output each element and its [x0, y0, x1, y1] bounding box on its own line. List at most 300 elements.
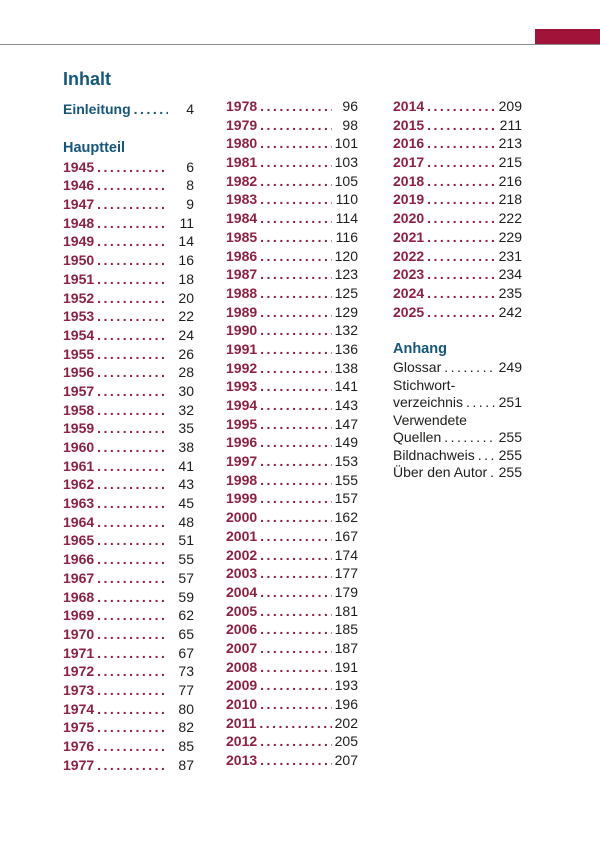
entry-label: 2006: [226, 621, 258, 638]
entry-label: 1993: [226, 378, 258, 395]
entry-page: 187: [334, 639, 358, 656]
entry-label: 2015: [393, 116, 425, 133]
leader-dots: [478, 447, 496, 465]
entry-label: 1974: [63, 700, 95, 717]
top-rule: [0, 44, 600, 45]
toc-entry-year: [226, 97, 358, 116]
entry-label: 1992: [226, 359, 258, 376]
entry-page: 32: [178, 401, 194, 418]
toc-entry-year: [226, 527, 358, 546]
toc-entry-year: [63, 475, 194, 494]
toc-entry-year: [63, 195, 194, 214]
entry-label: verzeichnis: [393, 394, 464, 411]
leader-dots: [427, 209, 496, 228]
leader-dots: [97, 363, 168, 382]
toc-entry-appendix: [393, 447, 522, 465]
toc-entry-year: [63, 232, 194, 251]
leader-dots: [97, 569, 168, 588]
year-list-1: [63, 158, 194, 775]
toc-column-2: [226, 97, 358, 770]
leader-dots: [260, 247, 332, 266]
entry-label: 1948: [63, 214, 95, 231]
toc-entry-year: [393, 153, 522, 172]
leader-dots: [97, 718, 168, 737]
toc-entry-year: [226, 209, 358, 228]
entry-page: 96: [342, 98, 358, 114]
toc-entry-year: [63, 363, 194, 382]
toc-entry-year: [226, 508, 358, 527]
toc-entry-year: [63, 438, 194, 457]
toc-entry-year: [63, 494, 194, 513]
entry-label: 2021: [393, 228, 425, 245]
entry-label: 1983: [226, 191, 258, 208]
toc-entry-year: [226, 471, 358, 490]
entry-label: 1952: [63, 289, 95, 306]
toc-entry-year: [63, 457, 194, 476]
leader-dots: [134, 100, 168, 119]
entry-label: 1997: [226, 453, 258, 470]
leader-dots: [260, 639, 332, 658]
toc-entry-einleitung: [63, 100, 194, 119]
toc-entry-year: [63, 176, 194, 195]
year-list-2: [226, 97, 358, 770]
entry-label: 1945: [63, 158, 95, 175]
entry-label: 1982: [226, 172, 258, 189]
entry-label: 1995: [226, 415, 258, 432]
entry-page: 167: [334, 527, 358, 544]
toc-entry-year: [63, 401, 194, 420]
toc-entry-year: [226, 172, 358, 191]
entry-label: 2005: [226, 602, 258, 619]
entry-label: 2024: [393, 284, 425, 301]
toc-entry-appendix: [393, 464, 522, 482]
leader-dots: [260, 471, 332, 490]
entry-page: 24: [178, 326, 194, 343]
toc-entry-year: [393, 284, 522, 303]
entry-label: Glossar: [393, 359, 442, 376]
entry-page: 179: [334, 583, 358, 600]
toc-entry-year: [63, 681, 194, 700]
leader-dots: [260, 508, 332, 527]
leader-dots: [260, 695, 332, 714]
entry-page: 153: [334, 453, 358, 470]
toc-entry-year: [63, 644, 194, 663]
toc-entry-year: [226, 396, 358, 415]
toc-entry-year: [63, 625, 194, 644]
toc-entry-year: [393, 303, 522, 322]
entry-label: 2002: [226, 546, 258, 563]
entry-page: 85: [178, 738, 194, 754]
entry-label: 2023: [393, 266, 425, 283]
entry-label: 1947: [63, 196, 95, 213]
toc-entry-year: [226, 751, 358, 770]
entry-page: 202: [334, 714, 358, 731]
toc-entry-year: [226, 340, 358, 359]
entry-page: 73: [178, 663, 194, 680]
entry-page: 162: [334, 509, 358, 526]
leader-dots: [490, 464, 496, 482]
entry-page: 196: [334, 696, 358, 712]
entry-page: 207: [334, 752, 358, 769]
leader-dots: [260, 452, 332, 471]
entry-label: 1946: [63, 177, 95, 194]
leader-dots: [97, 401, 168, 420]
leader-dots: [444, 429, 496, 447]
entry-page: 255: [498, 429, 522, 446]
leader-dots: [97, 550, 168, 569]
toc-entry-year: [63, 662, 194, 681]
toc-entry-year: [226, 228, 358, 247]
page-title: Inhalt: [63, 69, 111, 89]
toc-entry-year: [226, 303, 358, 322]
leader-dots: [260, 228, 332, 247]
leader-dots: [259, 714, 332, 733]
entry-label: 1959: [63, 420, 95, 437]
entry-page: 141: [334, 378, 358, 395]
toc-entry-appendix: [393, 359, 522, 377]
entry-label: 1978: [226, 98, 258, 114]
entry-label: Stichwort-: [393, 376, 456, 393]
leader-dots: [97, 625, 168, 644]
leader-dots: [260, 209, 332, 228]
entry-label: 1955: [63, 345, 95, 362]
leader-dots: [427, 97, 496, 116]
toc-entry-year: [63, 382, 194, 401]
toc-entry-year: [226, 377, 358, 396]
entry-page: 8: [186, 177, 194, 194]
toc-entry-year: [63, 326, 194, 345]
toc-entry-year: [226, 564, 358, 583]
entry-page: 181: [334, 602, 358, 619]
entry-page: 110: [335, 191, 358, 208]
leader-dots: [427, 303, 496, 322]
entry-label: 2019: [393, 191, 425, 208]
entry-label: 2022: [393, 247, 425, 264]
year-list-3: [393, 97, 522, 321]
entry-label: 1994: [226, 397, 258, 413]
entry-label: 2003: [226, 565, 258, 582]
entry-page: 193: [334, 677, 358, 694]
entry-page: 235: [498, 284, 522, 301]
leader-dots: [427, 134, 496, 153]
entry-label: 1980: [226, 135, 258, 152]
leader-dots: [97, 644, 168, 663]
entry-page: 216: [498, 172, 522, 189]
toc-entry-year: [226, 676, 358, 695]
entry-label: 1990: [226, 322, 258, 339]
toc-entry-year: [226, 433, 358, 452]
leader-dots: [97, 419, 168, 438]
entry-page: 9: [186, 196, 194, 213]
leader-dots: [260, 340, 332, 359]
entry-page: 255: [498, 464, 522, 481]
entry-page: 157: [334, 490, 358, 507]
leader-dots: [260, 546, 332, 565]
entry-page: 18: [178, 270, 194, 287]
leader-dots: [260, 359, 332, 378]
entry-label: 1998: [226, 471, 258, 488]
entry-label: 2014: [393, 98, 425, 114]
entry-label: 1973: [63, 681, 95, 698]
leader-dots: [260, 751, 332, 770]
entry-page: 114: [335, 210, 358, 227]
entry-page: 249: [498, 359, 522, 376]
leader-dots: [97, 662, 168, 681]
entry-page: 120: [334, 247, 358, 264]
entry-page: 48: [178, 513, 194, 530]
toc-entry-year: [393, 116, 522, 135]
entry-label: 1999: [226, 490, 258, 507]
entry-page: 185: [334, 621, 358, 638]
toc-entry-year: [226, 359, 358, 378]
entry-page: 80: [178, 700, 194, 717]
entry-label: 1957: [63, 382, 95, 399]
toc-entry-year: [63, 419, 194, 438]
entry-page: 213: [498, 135, 522, 152]
toc-entry-year: [393, 97, 522, 116]
leader-dots: [97, 214, 168, 233]
entry-page: 143: [334, 397, 358, 413]
toc-entry-year: [63, 718, 194, 737]
entry-page: 242: [498, 303, 522, 320]
toc-entry-year: [226, 321, 358, 340]
leader-dots: [427, 228, 496, 247]
entry-page: 62: [178, 607, 194, 624]
entry-label: 2010: [226, 696, 258, 712]
toc-entry-year: [226, 489, 358, 508]
leader-dots: [97, 756, 168, 775]
entry-page: 211: [499, 116, 522, 133]
toc-entry-appendix-line1: [393, 412, 522, 430]
leader-dots: [97, 289, 168, 308]
entry-page: 149: [334, 434, 358, 451]
toc-column-3: [393, 97, 522, 482]
leader-dots: [97, 494, 168, 513]
entry-page: 123: [334, 266, 358, 283]
entry-label: 2013: [226, 752, 258, 769]
leader-dots: [97, 737, 168, 756]
leader-dots: [97, 700, 168, 719]
leader-dots: [97, 513, 168, 532]
leader-dots: [260, 116, 332, 135]
toc-entry-year: [393, 247, 522, 266]
leader-dots: [97, 307, 168, 326]
leader-dots: [427, 153, 496, 172]
leader-dots: [260, 303, 332, 322]
leader-dots: [427, 172, 496, 191]
entry-page: 251: [498, 394, 522, 411]
toc-entry-year: [63, 307, 194, 326]
toc-entry-appendix: [393, 429, 522, 447]
leader-dots: [97, 270, 168, 289]
entry-label: 1953: [63, 308, 95, 325]
toc-entry-year: [393, 172, 522, 191]
entry-page: 26: [178, 345, 194, 362]
entry-label: 1951: [63, 270, 95, 287]
entry-page: 35: [178, 420, 194, 437]
leader-dots: [97, 475, 168, 494]
toc-entry-year: [226, 116, 358, 135]
entry-page: 125: [334, 284, 358, 301]
entry-page: 147: [334, 415, 358, 432]
toc-entry-year: [226, 452, 358, 471]
leader-dots: [260, 134, 332, 153]
toc-entry-year: [226, 658, 358, 677]
toc-entry-year: [63, 700, 194, 719]
entry-label: 2000: [226, 509, 258, 526]
entry-label: 1979: [226, 116, 258, 133]
entry-label: 2008: [226, 658, 258, 675]
entry-label: 2011: [226, 714, 257, 731]
section-title-hauptteil: Hauptteil: [63, 139, 126, 156]
toc-entry-year: [63, 569, 194, 588]
entry-page: 45: [178, 495, 194, 512]
entry-page: 14: [178, 233, 194, 250]
toc-entry-year: [393, 209, 522, 228]
toc-entry-year: [63, 756, 194, 775]
entry-page: 205: [334, 733, 358, 750]
toc-entry-year: [63, 345, 194, 364]
toc-entry-year: [226, 620, 358, 639]
entry-label: 1986: [226, 247, 258, 264]
entry-page: 20: [178, 289, 194, 306]
leader-dots: [260, 527, 332, 546]
entry-label: 1964: [63, 513, 95, 530]
accent-bar: [535, 29, 600, 44]
entry-label: 2025: [393, 303, 425, 320]
leader-dots: [260, 321, 332, 340]
entry-page: 77: [178, 681, 194, 698]
leader-dots: [260, 265, 332, 284]
leader-dots: [97, 531, 168, 550]
toc-entry-year: [226, 602, 358, 621]
leader-dots: [427, 247, 496, 266]
entry-page: 132: [334, 322, 358, 339]
entry-label: 1981: [226, 154, 258, 171]
leader-dots: [260, 658, 332, 677]
leader-dots: [97, 345, 168, 364]
toc-entry-year: [393, 134, 522, 153]
entry-label: Über den Autor: [393, 464, 488, 481]
leader-dots: [466, 394, 496, 412]
entry-page: 41: [178, 457, 194, 474]
entry-label: 1969: [63, 607, 95, 624]
leader-dots: [97, 326, 168, 345]
entry-label: 1977: [63, 756, 95, 773]
section-title-anhang: Anhang: [393, 341, 447, 358]
entry-label: 1962: [63, 476, 95, 493]
entry-label: Einleitung: [63, 101, 131, 117]
entry-page: 65: [178, 625, 194, 642]
toc-entry-year: [63, 214, 194, 233]
entry-page: 103: [334, 154, 358, 171]
leader-dots: [260, 190, 332, 209]
leader-dots: [260, 396, 332, 415]
entry-page: 67: [178, 644, 194, 661]
entry-page: 59: [178, 588, 194, 605]
toc-column-1: [63, 70, 194, 774]
leader-dots: [444, 359, 496, 377]
toc-entry-year: [226, 583, 358, 602]
entry-label: 1963: [63, 495, 95, 512]
leader-dots: [97, 251, 168, 270]
leader-dots: [97, 457, 168, 476]
leader-dots: [427, 116, 496, 135]
entry-label: 1956: [63, 364, 95, 381]
leader-dots: [260, 564, 332, 583]
toc-entry-year: [63, 251, 194, 270]
entry-label: 1975: [63, 719, 95, 736]
toc-entry-year: [63, 270, 194, 289]
entry-label: 1950: [63, 252, 95, 269]
entry-label: 1985: [226, 228, 258, 245]
leader-dots: [260, 377, 332, 396]
entry-page: 138: [334, 359, 358, 376]
leader-dots: [97, 588, 168, 607]
entry-label: 1970: [63, 625, 95, 642]
toc-entry-year: [393, 190, 522, 209]
entry-page: 28: [178, 364, 194, 381]
leader-dots: [260, 172, 332, 191]
leader-dots: [260, 620, 332, 639]
entry-label: 1968: [63, 588, 95, 605]
entry-page: 4: [186, 101, 194, 117]
toc-entry-year: [226, 639, 358, 658]
toc-entry-year: [226, 265, 358, 284]
entry-page: 82: [178, 719, 194, 736]
entry-label: 2004: [226, 583, 258, 600]
leader-dots: [260, 489, 332, 508]
leader-dots: [260, 676, 332, 695]
entry-label: 2007: [226, 639, 258, 656]
toc-entry-year: [226, 153, 358, 172]
toc-entry-year: [63, 531, 194, 550]
entry-page: 215: [498, 154, 522, 171]
entry-label: 1967: [63, 569, 95, 586]
entry-label: 1949: [63, 233, 95, 250]
leader-dots: [97, 195, 168, 214]
toc-entry-year: [63, 289, 194, 308]
leader-dots: [260, 97, 332, 116]
toc-entry-year: [393, 228, 522, 247]
toc-entry-year: [63, 513, 194, 532]
entry-page: 6: [186, 158, 194, 175]
entry-label: Bildnachweis: [393, 446, 475, 463]
entry-label: 1987: [226, 266, 258, 283]
entry-page: 255: [498, 446, 522, 463]
entry-label: 1988: [226, 284, 258, 301]
entry-page: 231: [498, 247, 522, 264]
appendix-list: [393, 359, 522, 482]
entry-label: 2016: [393, 135, 425, 152]
leader-dots: [427, 284, 496, 303]
toc-entry-year: [226, 190, 358, 209]
entry-page: 129: [334, 303, 358, 320]
toc-entry-year: [226, 134, 358, 153]
toc-entry-year: [63, 158, 194, 177]
entry-page: 136: [334, 340, 358, 357]
entry-page: 16: [178, 252, 194, 269]
entry-label: 1996: [226, 434, 258, 451]
entry-page: 234: [498, 266, 522, 283]
toc-entry-year: [226, 714, 358, 733]
entry-page: 222: [498, 210, 522, 227]
entry-page: 177: [334, 565, 358, 582]
entry-label: 2009: [226, 677, 258, 694]
entry-label: 1966: [63, 551, 95, 568]
entry-label: 2001: [226, 527, 258, 544]
entry-page: 174: [334, 546, 358, 563]
